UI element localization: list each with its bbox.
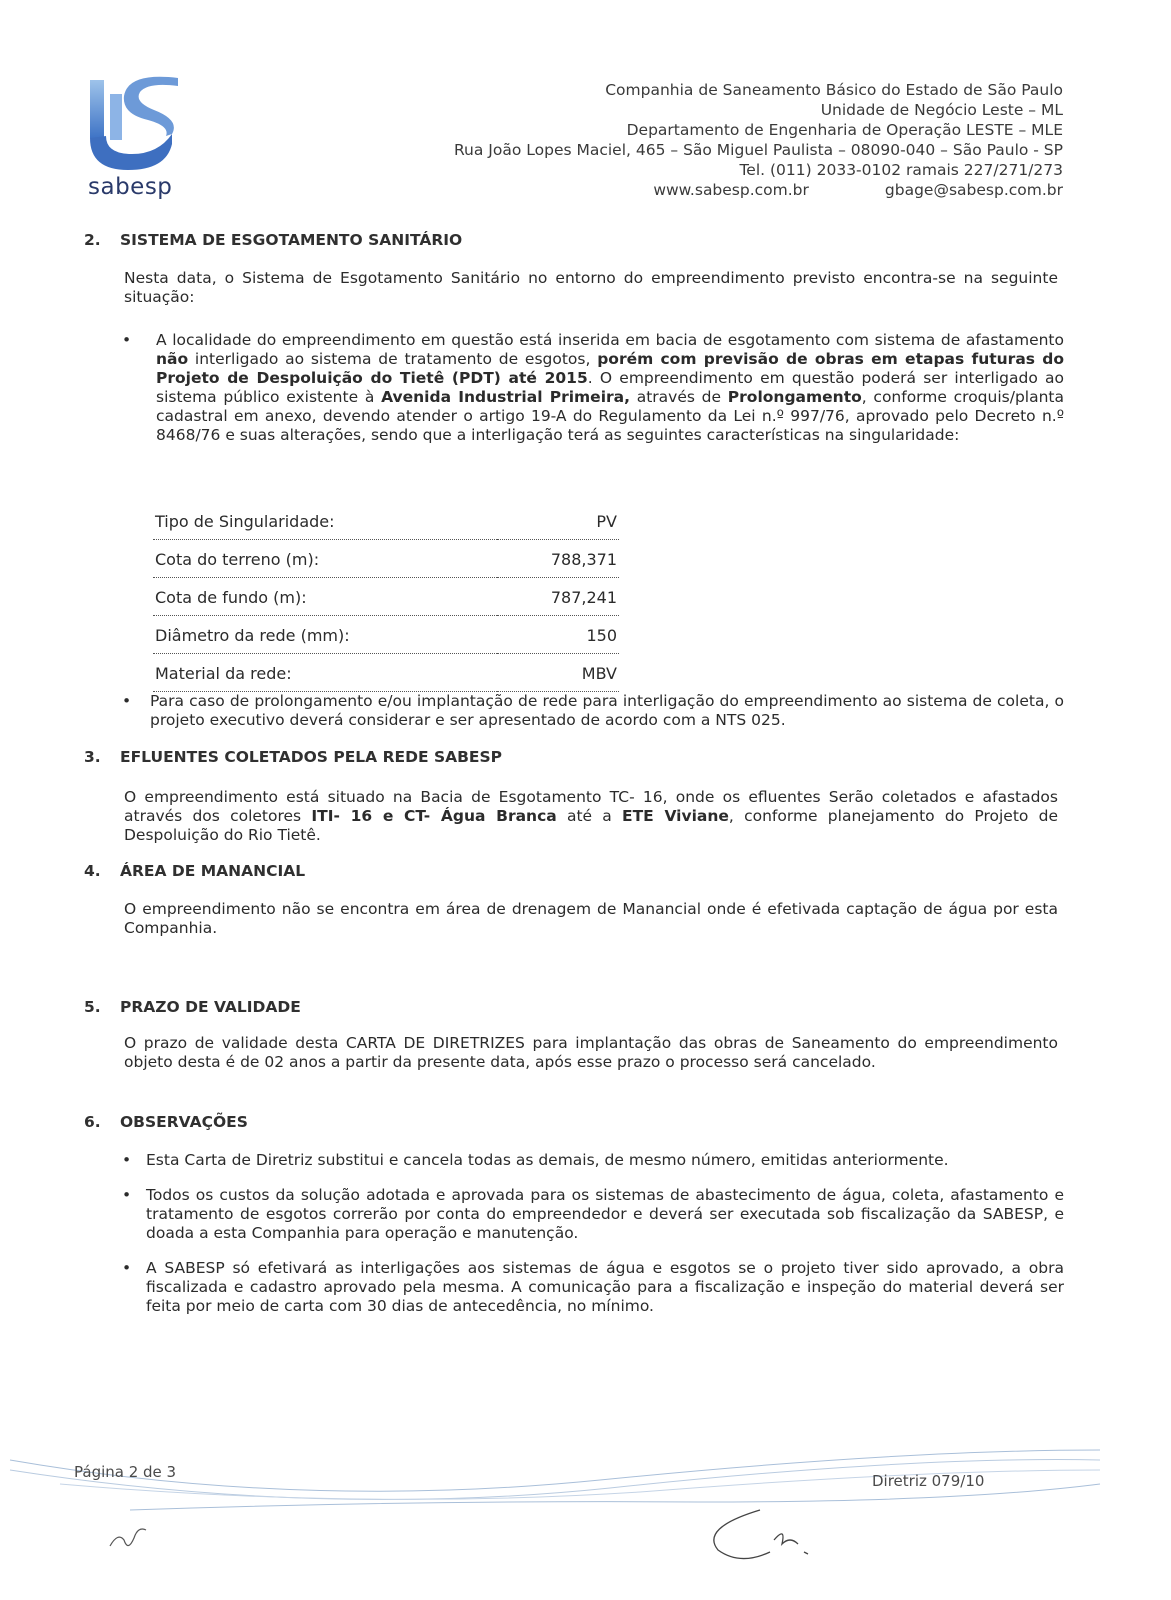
- list-item: [84, 1186, 1064, 1243]
- initials-signature-icon: [110, 1529, 146, 1546]
- section-4: [84, 862, 1064, 938]
- text-run: A localidade do empreendimento em questão está inserida em bacia de esgotamento com sistema de afastamento: [156, 331, 1064, 349]
- logo-text: sabesp: [88, 174, 173, 200]
- section-2: [84, 231, 1064, 445]
- address: Rua João Lopes Maciel, 465 – São Miguel Paulista – 08090-040 – São Paulo - SP: [453, 141, 1063, 159]
- signature-icon: [714, 1510, 808, 1559]
- bold-run: ETE Viviane: [622, 807, 729, 825]
- text-run: até a: [556, 807, 623, 825]
- bullet-icon: •: [122, 1151, 132, 1169]
- section-number: 3.: [84, 748, 101, 766]
- section-title: ÁREA DE MANANCIAL: [120, 862, 306, 880]
- list-item: [84, 1151, 1064, 1170]
- section-3: [84, 748, 1064, 845]
- section-6-heading: [84, 1113, 1064, 1131]
- table-row: [153, 578, 619, 616]
- section-3-text: [124, 788, 1058, 845]
- row-value: MBV: [497, 654, 619, 692]
- section-4-text: O empreendimento não se encontra em área de drenagem de Manancial onde é efetivada captação de água por esta Companhia.: [124, 900, 1058, 937]
- section-3-heading: [84, 748, 1064, 766]
- bold-run: ITI- 16 e CT- Água Branca: [311, 807, 557, 825]
- list-item: [84, 331, 1064, 445]
- bullet-icon: •: [122, 331, 132, 349]
- section-number: 4.: [84, 862, 101, 880]
- text-run: Para caso de prolongamento e/ou implantação de rede para interligação do empreendimento ao sistema de coleta, o projeto executivo deverá considerar e ser apresentado de acordo com a NTS 025.: [150, 692, 1064, 729]
- website-link[interactable]: www.sabesp.com.br: [653, 181, 809, 199]
- text-run: . O empreendimento em questão poderá ser interligado ao sistema público existente à: [156, 369, 1064, 406]
- table-row: [153, 540, 619, 578]
- section-title: PRAZO DE VALIDADE: [120, 998, 301, 1016]
- text-run: , conforme croquis/planta cadastral em anexo, devendo atender o artigo 19-A do Regulamento da Lei n.º 997/76, aprovado pelo Decreto n.º 8468/76 e suas alterações, sendo que a interligação terá as seguintes características na singularidade:: [156, 388, 1064, 444]
- row-value: 787,241: [497, 578, 619, 616]
- section-2-intro: Nesta data, o Sistema de Esgotamento Sanitário no entorno do empreendimento previsto encontra-se na seguinte situação:: [124, 269, 1058, 306]
- row-label: Diâmetro da rede (mm):: [153, 616, 497, 654]
- bold-run: Prolongamento: [727, 388, 862, 406]
- text-run: , conforme planejamento do Projeto de Despoluição do Rio Tietê.: [124, 807, 1058, 844]
- text-run: Esta Carta de Diretriz substitui e cancela todas as demais, de mesmo número, emitidas anteriormente.: [146, 1151, 949, 1169]
- section-number: 6.: [84, 1113, 101, 1131]
- text-run: interligado ao sistema de tratamento de esgotos,: [188, 350, 598, 368]
- row-value: 788,371: [497, 540, 619, 578]
- table-row: [153, 654, 619, 692]
- business-unit: Unidade de Negócio Leste – ML: [820, 101, 1063, 119]
- bold-run: porém com previsão de obras em etapas futuras do Projeto de Despoluição do Tietê (PDT) até 2015: [156, 350, 1065, 387]
- section-title: SISTEMA DE ESGOTAMENTO SANITÁRIO: [120, 231, 463, 249]
- bullet-icon: •: [122, 1186, 132, 1204]
- section-title: EFLUENTES COLETADOS PELA REDE SABESP: [120, 748, 503, 766]
- list-item: [84, 692, 1064, 730]
- section-number: 5.: [84, 998, 101, 1016]
- company-name: Companhia de Saneamento Básico do Estado de São Paulo: [605, 81, 1063, 99]
- section-4-heading: [84, 862, 1064, 880]
- text-run: Todos os custos da solução adotada e aprovada para os sistemas de abastecimento de água, coleta, afastamento e tratamento de esgotos correrão por conta do empreendedor e deverá ser executada sob fiscalização da SABESP, e doada a esta Companhia para operação e manutenção.: [146, 1186, 1064, 1242]
- phone: Tel. (011) 2033-0102 ramais 227/271/273: [739, 161, 1063, 179]
- list-item: [84, 1259, 1064, 1316]
- bullet-icon: •: [122, 692, 132, 710]
- row-label: Cota de fundo (m):: [153, 578, 497, 616]
- document-reference: Diretriz 079/10: [872, 1472, 985, 1490]
- section-5-heading: [84, 998, 1064, 1016]
- table-row: [153, 616, 619, 654]
- company-header: [454, 80, 1063, 200]
- department: Departamento de Engenharia de Operação LESTE – MLE: [626, 121, 1063, 139]
- sabesp-logo: [88, 74, 188, 200]
- section-5-text: O prazo de validade desta CARTA DE DIRETRIZES para implantação das obras de Saneamento do empreendimento objeto desta é de 02 anos a partir da presente data, após esse prazo o processo será cancelado.: [124, 1034, 1058, 1071]
- table-row: [153, 502, 619, 540]
- row-label: Material da rede:: [153, 654, 497, 692]
- sabesp-logo-mark-icon: [88, 74, 180, 172]
- row-label: Tipo de Singularidade:: [153, 502, 497, 540]
- contact-row: [454, 180, 1063, 200]
- bold-run: Avenida Industrial Primeira,: [381, 388, 630, 406]
- section-2-heading: [84, 231, 1064, 249]
- row-label: Cota do terreno (m):: [153, 540, 497, 578]
- row-value: 150: [497, 616, 619, 654]
- email-link[interactable]: gbage@sabesp.com.br: [884, 181, 1063, 199]
- section-5: [84, 998, 1064, 1072]
- page-number: Página 2 de 3: [74, 1463, 177, 1481]
- singularity-table: [153, 502, 619, 692]
- section-2-note: [84, 692, 1064, 730]
- section-number: 2.: [84, 231, 101, 249]
- text-run: O empreendimento está situado na Bacia de Esgotamento TC- 16, onde os efluentes Serão coletados e afastados através dos coletores: [124, 788, 1058, 825]
- row-value: PV: [497, 502, 619, 540]
- section-6: [84, 1113, 1064, 1316]
- section-title: OBSERVAÇÕES: [120, 1113, 248, 1131]
- bold-run: não: [156, 350, 189, 368]
- bullet-icon: •: [122, 1259, 132, 1277]
- text-run: A SABESP só efetivará as interligações aos sistemas de água e esgotos se o projeto tiver sido aprovado, a obra fiscalizada e cadastro aprovado pela mesma. A comunicação para a fiscalização e inspeção do material deverá ser feita por meio de carta com 30 dias de antecedência, no mínimo.: [146, 1259, 1064, 1315]
- text-run: através de: [630, 388, 728, 406]
